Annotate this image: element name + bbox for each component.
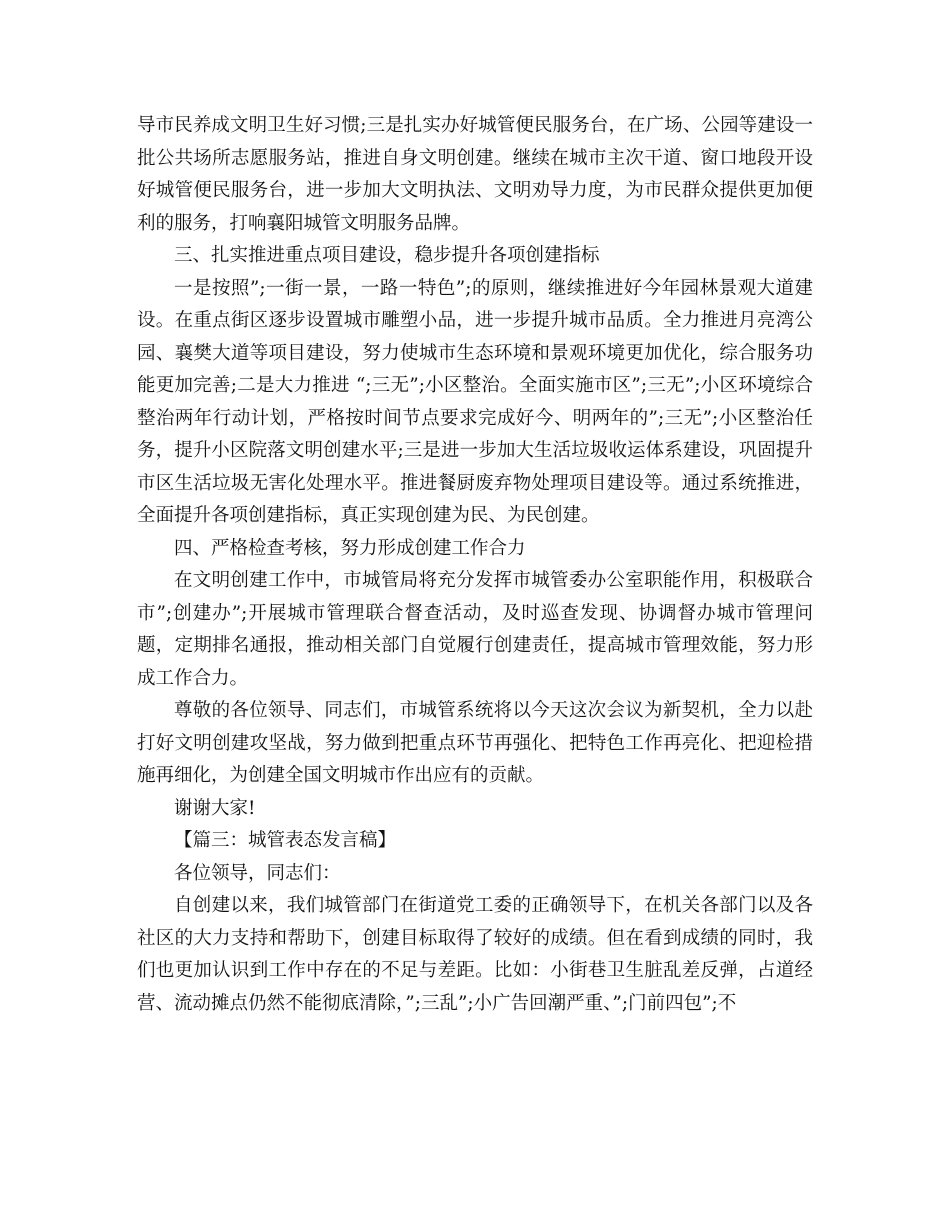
paragraph-salutation: 各位领导，同志们： [174, 862, 341, 884]
section-heading-four: 四、严格检查考核，努力形成创建工作合力 [174, 537, 526, 559]
paragraph-thanks: 谢谢大家! [174, 797, 256, 819]
paragraph-closing-remarks: 尊敬的各位领导、同志们，市城管系统将以今天这次会议为新契机，全力以赴打好文明创建攻坚战，努力做到把重点环节再强化、把特色工作再亮化、把迎检措施再细化，为创建全国文明城市作出应有的贡献。 [137, 700, 813, 786]
paragraph-inspection: 在文明创建工作中，市城管局将充分发挥市城管委办公室职能作用，积极联合市”;创建办”;开展城市管理联合督查活动，及时巡查发现、协调督办城市管理问题，定期排名通报，推动相关部门自觉履行创建责任，提高城市管理效能，努力形成工作合力。 [137, 570, 813, 689]
paragraph-continuation: 导市民养成文明卫生好习惯;三是扎实办好城管便民服务台，在广场、公园等建设一批公共场所志愿服务站，推进自身文明创建。继续在城市主次干道、窗口地段开设好城管便民服务台，进一步加大文明执法、文明劝导力度，为市民群众提供更加便利的服务，打响襄阳城管文明服务品牌。 [137, 115, 813, 234]
article-three-title: 【篇三：城管表态发言稿】 [174, 830, 397, 851]
paragraph-project-construction: 一是按照”;一街一景，一路一特色”;的原则，继续推进好今年园林景观大道建设。在重点街区逐步设置城市雕塑小品，进一步提升城市品质。全力推进月亮湾公园、襄樊大道等项目建设，努力使城市生态环境和景观环境更加优化，综合服务功能更加完善;二是大力推进 “;三无”;小区整治。全面实施市区”;三无”;小区环境综合整治两年行动计划，严格按时间节点要求完成好今、明两年的”;三无”;小区整治任务，提升小区院落文明创建水平;三是进一步加大生活垃圾收运体系建设，巩固提升市区生活垃圾无害化处理水平。推进餐厨废弃物处理项目建设等。通过系统推进，全面提升各项创建指标，真正实现创建为民、为民创建。 [137, 277, 813, 526]
document-page [137, 110, 813, 1020]
paragraph-since-creation: 自创建以来，我们城管部门在街道党工委的正确领导下，在机关各部门以及各社区的大力支持和帮助下，创建目标取得了较好的成绩。但在看到成绩的同时，我们也更加认识到工作中存在的不足与差距。比如：小街巷卫生脏乱差反弹，占道经营、流动摊点仍然不能彻底清除，”;三乱”;小广告回潮严重、”;门前四包”;不 [137, 895, 813, 1014]
section-heading-three: 三、扎实推进重点项目建设，稳步提升各项创建指标 [174, 245, 600, 266]
